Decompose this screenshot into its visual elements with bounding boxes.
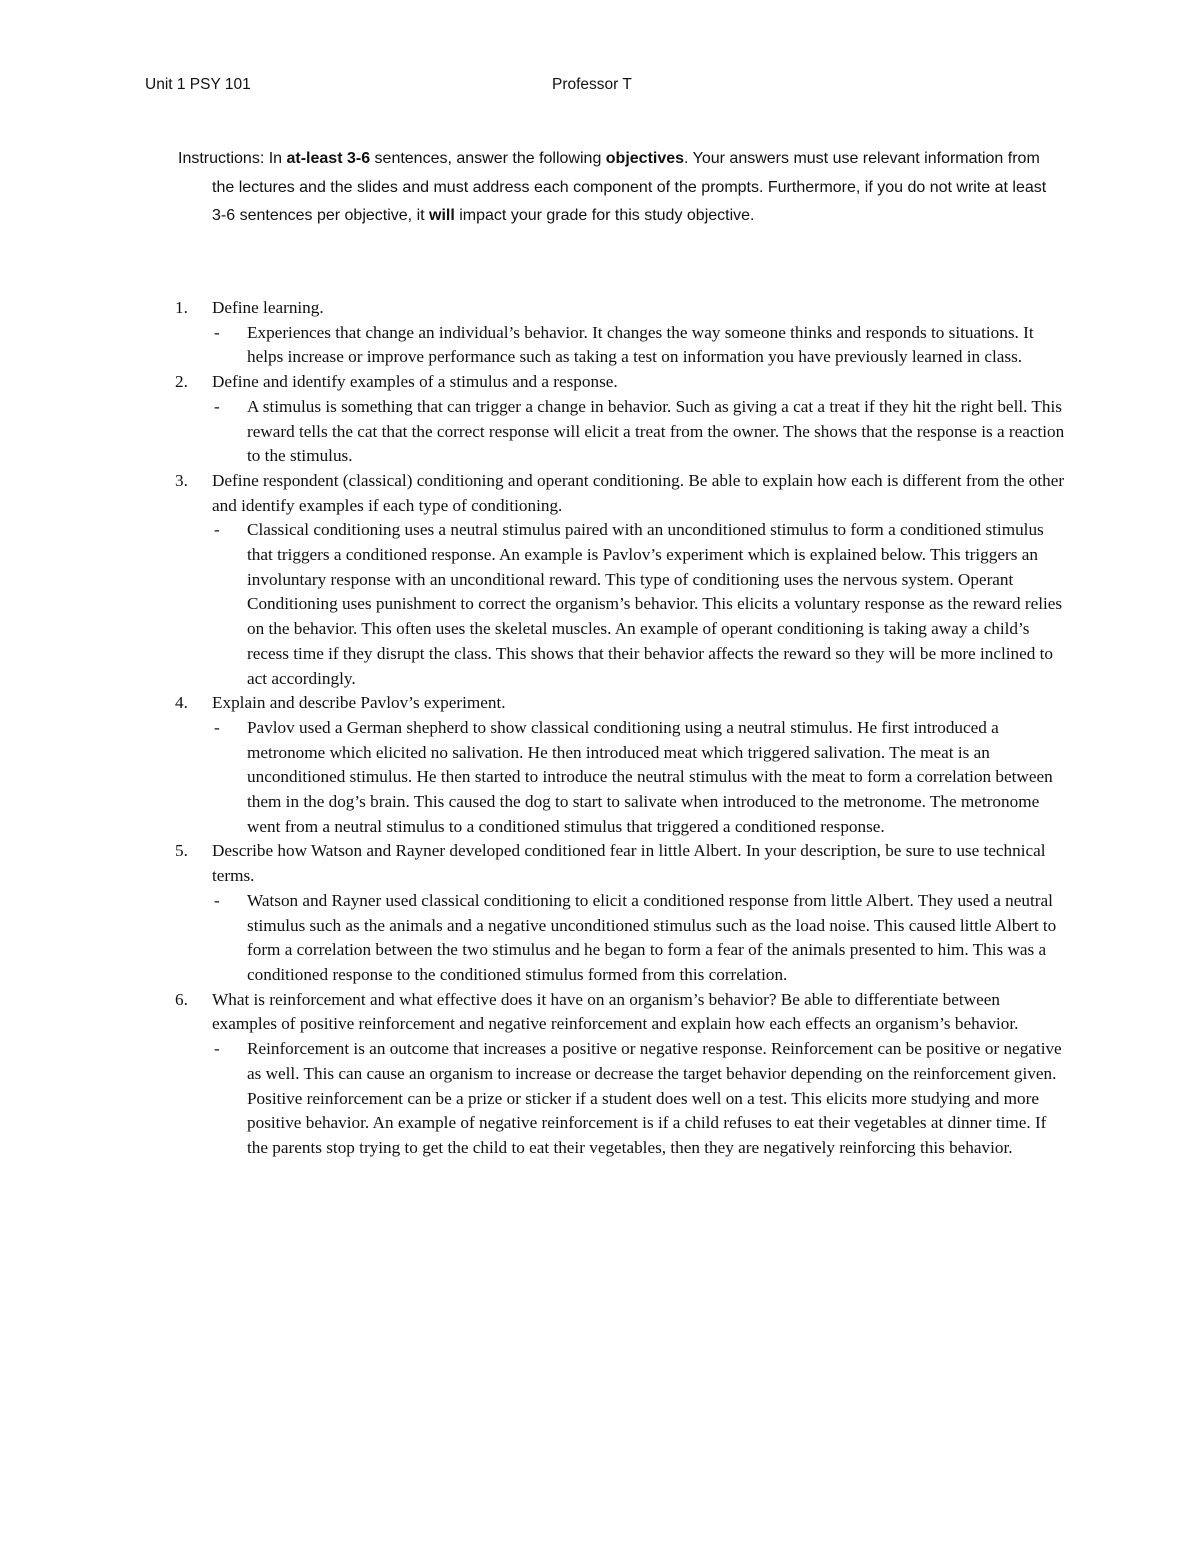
- objective-item-5: [175, 839, 1065, 987]
- answer-text: A stimulus is something that can trigger a change in behavior. Such as giving a cat a treat if they hit the right bell. This reward tells the cat that the correct response will elicit a treat from the owner. The shows that the response is a reaction to the stimulus.: [247, 396, 1065, 466]
- instructions-text-3: . Your answers must use relevant information from the lectures and the slides and must address each component of the prompts. Furthermore, if you do not write at least 3-6 sentences per objective, it: [212, 150, 1047, 224]
- instructions-bold-2: objectives: [605, 150, 685, 167]
- instructions-text-1: Instructions: In: [178, 150, 287, 167]
- instructions-text-4: impact your grade for this study objective.: [454, 207, 755, 224]
- objective-number: 6.: [175, 989, 188, 1009]
- course-header: Unit 1 PSY 101: [145, 76, 251, 93]
- objective-prompt: Define learning.: [212, 298, 324, 317]
- objective-prompt: Describe how Watson and Rayner developed conditioned fear in little Albert. In your description, be sure to use technical terms.: [212, 841, 1046, 886]
- answer-text: Classical conditioning uses a neutral stimulus paired with an unconditioned stimulus to form a conditioned stimulus that triggers a conditioned response. An example is Pavlov’s experiment which is explained below. This triggers an involuntary response with an unconditional reward. This type of conditioning uses the nervous system. Operant Conditioning uses punishment to correct the organism’s behavior. This elicits a voluntary response as the reward relies on the behavior. This often uses the skeletal muscles. An example of operant conditioning is taking away a child’s recess time if they disrupt the class. This shows that their behavior affects the reward so they will be more inclined to act accordingly.: [247, 520, 1063, 688]
- objective-answer: [212, 1037, 1065, 1161]
- answer-dash: -: [214, 322, 220, 342]
- answer-dash: -: [214, 396, 220, 416]
- objective-number: 2.: [175, 372, 188, 392]
- objective-item-4: [175, 691, 1065, 839]
- objective-answer: [212, 889, 1065, 988]
- instructions-paragraph: [178, 145, 1058, 231]
- objective-item-1: [175, 296, 1065, 370]
- professor-header: Professor T: [552, 76, 632, 93]
- objective-number: 4.: [175, 693, 188, 713]
- objective-prompt: Define and identify examples of a stimulus and a response.: [212, 372, 618, 392]
- answer-dash: -: [214, 520, 220, 540]
- objective-prompt: What is reinforcement and what effective does it have on an organism’s behavior? Be able to differentiate between examples of positive reinforcement and negative reinforcement and explain how each effects an organism’s behavior.: [212, 989, 1019, 1034]
- instructions-bold-3: will: [429, 207, 455, 224]
- instructions-bold-1: at-least 3-6: [286, 150, 371, 167]
- objective-answer: [212, 321, 1065, 370]
- objective-prompt: Explain and describe Pavlov’s experiment.: [212, 693, 506, 713]
- answer-dash: -: [214, 717, 220, 737]
- objective-number: 5.: [175, 841, 188, 861]
- objective-prompt: Define respondent (classical) conditioning and operant conditioning. Be able to explain how each is different from the other and identify examples if each type of conditioning.: [212, 470, 1065, 515]
- answer-text: Reinforcement is an outcome that increases a positive or negative response. Reinforcement can be positive or negative as well. This can cause an organism to increase or decrease the target behavior depending on the reinforcement given. Positive reinforcement can be a prize or sticker if a student does well on a test. This elicits more studying and more positive behavior. An example of negative reinforcement is if a child refuses to eat their vegetables at dinner time. If the parents stop trying to get the child to eat their vegetables, then they are negatively reinforcing this behavior.: [247, 1039, 1062, 1157]
- answer-text: Watson and Rayner used classical conditioning to elicit a conditioned response from little Albert. They used a neutral stimulus such as the animals and a negative unconditioned stimulus such as the load noise. This caused little Albert to form a correlation between the two stimulus and he began to form a fear of the animals presented to him. This was a conditioned response to the conditioned stimulus formed from this correlation.: [247, 890, 1057, 984]
- answer-dash: -: [214, 1039, 220, 1059]
- objective-item-2: [175, 370, 1065, 469]
- objective-item-3: [175, 469, 1065, 691]
- answer-text: Experiences that change an individual’s behavior. It changes the way someone thinks and responds to situations. It helps increase or improve performance such as taking a test on information you have previously learned in class.: [247, 322, 1034, 367]
- answer-text: Pavlov used a German shepherd to show classical conditioning using a neutral stimulus. He first introduced a metronome which elicited no salivation. He then introduced meat which triggered salivation. The meat is an unconditioned stimulus. He then started to introduce the neutral stimulus with the meat to form a correlation between them in the dog’s brain. This caused the dog to start to salivate when introduced to the metronome. The metronome went from a neutral stimulus to a conditioned stimulus that triggered a conditioned response.: [247, 717, 1053, 836]
- objective-number: 1.: [175, 298, 188, 317]
- objective-number: 3.: [175, 470, 188, 490]
- objectives-list: [175, 296, 1065, 1161]
- instructions-text-2: sentences, answer the following: [370, 150, 606, 167]
- objective-answer: [212, 395, 1065, 469]
- answer-dash: -: [214, 890, 220, 910]
- objective-answer: [212, 716, 1065, 840]
- objective-item-6: [175, 988, 1065, 1161]
- objective-answer: [212, 518, 1065, 691]
